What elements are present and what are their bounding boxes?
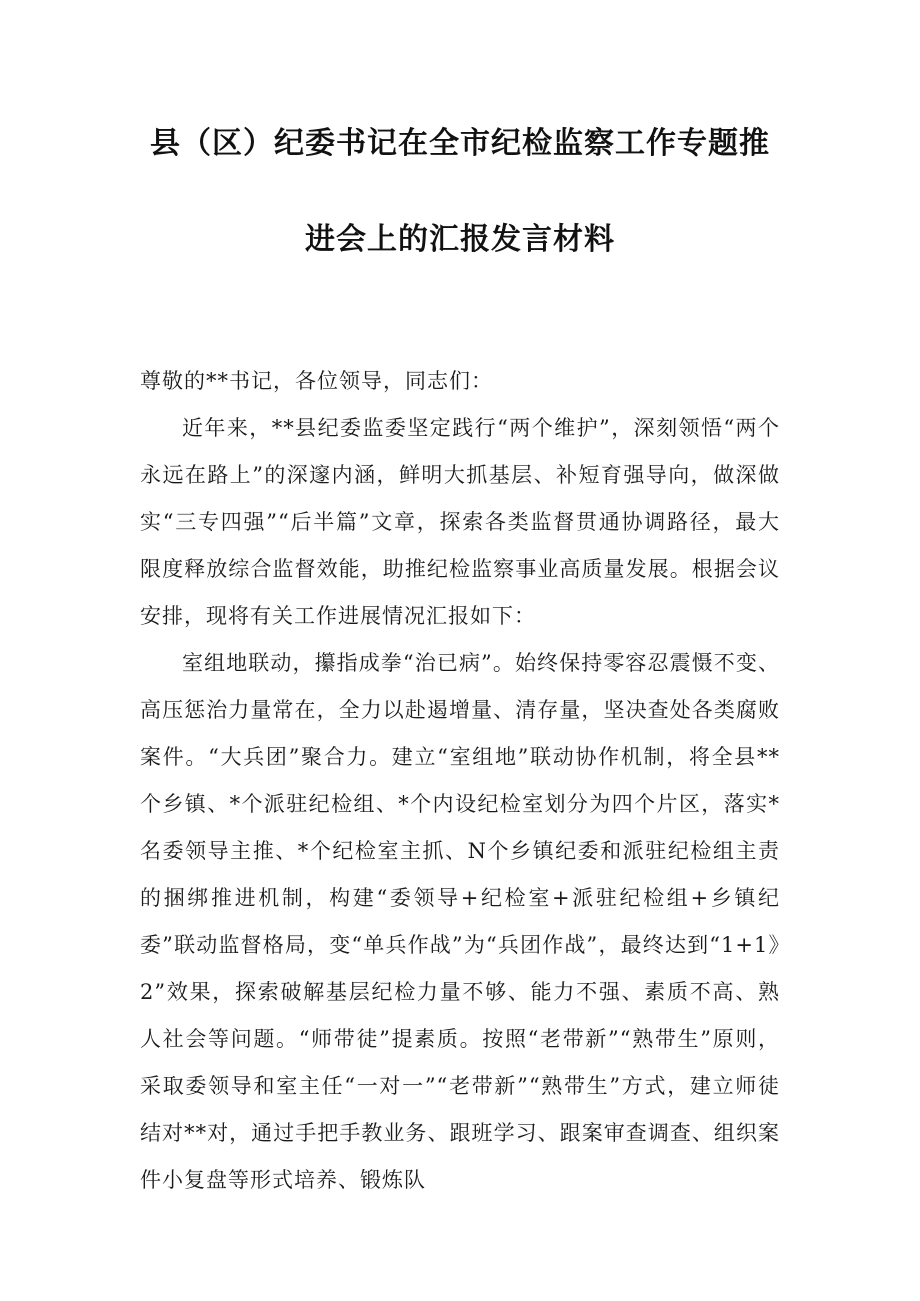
- salutation: 尊敬的**书记，各位领导，同志们：: [140, 369, 493, 393]
- title-line-2: 进会上的汇报发言材料: [305, 222, 615, 257]
- paragraph-intro: 近年来，**县纪委监委坚定践行“两个维护”，深刻领悟“两个永远在路上”的深邃内涵，鲜明大抓基层、补短育强导向，做深做实“三专四强”“后半篇”文章，探索各类监督贯通协调路径，最大限度释放综合监督效能，助推纪检监察事业高质量发展。根据会议安排，现将有关工作进展情况汇报如下：: [140, 416, 780, 628]
- document-title: [140, 0, 780, 288]
- paragraph-linkage: 室组地联动，攥指成拳“治已病”。始终保持零容忍震慑不变、高压惩治力量常在，全力以赴遏增量、清存量，坚决查处各类腐败案件。“大兵团”聚合力。建立“室组地”联动协作机制，将全县**个乡镇、*个派驻纪检组、*个内设纪检室划分为四个片区，落实*名委领导主推、*个纪检室主抓、N个乡镇纪委和派驻纪检组主责的捆绑推进机制，构建“委领导+纪检室+派驻纪检组+乡镇纪委”联动监督格局，变“单兵作战”为“兵团作战”，最终达到“1+1》2”效果，探索破解基层纪检力量不够、能力不强、素质不高、熟人社会等问题。“师带徒”提素质。按照“老带新”“熟带生”原则，采取委领导和室主任“一对一”“老带新”“熟带生”方式，建立师徒结对**对，通过手把手教业务、跟班学习、跟案审查调查、组织案件小复盘等形式培养、锻炼队: [140, 651, 780, 1192]
- document-body: [140, 358, 780, 1204]
- title-line-1: 县（区）纪委书记在全市纪检监察工作专题推: [150, 126, 770, 161]
